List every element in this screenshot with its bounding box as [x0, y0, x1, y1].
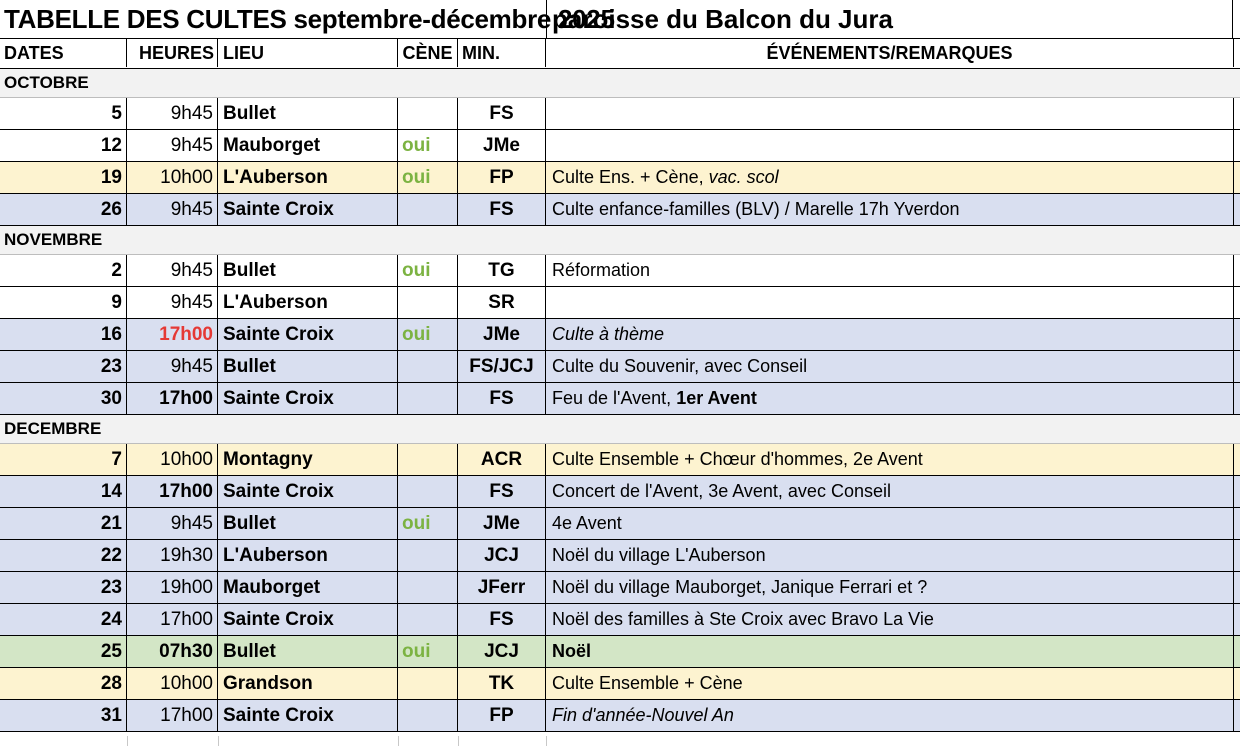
month-label: DECEMBRE — [4, 419, 102, 438]
table-row — [0, 700, 1240, 732]
event-cell[interactable] — [546, 700, 1234, 731]
cene-cell[interactable]: oui — [398, 508, 458, 539]
event-cell[interactable] — [546, 287, 1234, 318]
time-value: 17h00 — [160, 609, 213, 630]
parish-title: paroisse du Balcon du Jura — [552, 4, 893, 34]
date-cell[interactable]: 21 — [0, 508, 127, 539]
place-cell[interactable]: Sainte Croix — [218, 604, 398, 635]
cene-cell[interactable] — [398, 444, 458, 475]
event-text: Culte enfance-familles (BLV) / Marelle 17h Yverdon — [552, 199, 960, 219]
minister-cell[interactable]: FS — [458, 194, 546, 225]
date-cell[interactable]: 24 — [0, 604, 127, 635]
time-value: 9h45 — [170, 135, 213, 156]
event-text: Réformation — [552, 260, 651, 280]
event-cell[interactable] — [546, 194, 1234, 225]
place-cell[interactable]: Bullet — [218, 508, 398, 539]
time-cell[interactable] — [127, 194, 218, 225]
table-row — [0, 287, 1240, 319]
date-cell[interactable]: 25 — [0, 636, 127, 667]
event-cell[interactable] — [546, 162, 1234, 193]
cene-cell[interactable] — [398, 287, 458, 318]
place-cell[interactable]: Grandson — [218, 668, 398, 699]
minister-cell[interactable]: JMe — [458, 508, 546, 539]
event-text: Feu de l'Avent, — [552, 388, 677, 408]
date-cell[interactable]: 9 — [0, 287, 127, 318]
cene-cell[interactable] — [398, 700, 458, 731]
table-row — [0, 604, 1240, 636]
event-cell[interactable] — [546, 130, 1234, 161]
minister-cell[interactable]: JMe — [458, 319, 546, 350]
time-cell[interactable] — [127, 287, 218, 318]
place-cell[interactable]: Mauborget — [218, 572, 398, 603]
place-cell[interactable]: Sainte Croix — [218, 700, 398, 731]
time-cell[interactable] — [127, 636, 218, 667]
table-row — [0, 636, 1240, 668]
minister-cell[interactable]: JMe — [458, 130, 546, 161]
minister-cell[interactable]: FP — [458, 700, 546, 731]
column-header-row — [0, 38, 1240, 69]
place-cell[interactable]: Bullet — [218, 351, 398, 382]
time-cell[interactable] — [127, 98, 218, 129]
month-label: NOVEMBRE — [4, 230, 103, 249]
header-min[interactable]: MIN. — [458, 39, 546, 67]
time-value: 10h00 — [160, 167, 213, 188]
table-row — [0, 130, 1240, 162]
table-row — [0, 383, 1240, 415]
time-cell[interactable] — [127, 668, 218, 699]
cene-cell[interactable] — [398, 604, 458, 635]
event-cell[interactable] — [546, 508, 1234, 539]
cene-cell[interactable] — [398, 668, 458, 699]
time-value: 9h45 — [170, 356, 213, 377]
month-section-row — [0, 226, 1240, 255]
gridline — [458, 736, 459, 746]
place-cell[interactable]: Bullet — [218, 636, 398, 667]
time-value: 9h45 — [170, 103, 213, 124]
date-cell[interactable]: 12 — [0, 130, 127, 161]
minister-cell[interactable]: TK — [458, 668, 546, 699]
event-cell[interactable] — [546, 351, 1234, 382]
event-cell[interactable] — [546, 319, 1234, 350]
minister-cell[interactable]: JFerr — [458, 572, 546, 603]
event-text: Noël du village Mauborget, Janique Ferrari et ? — [552, 577, 928, 597]
event-text: Concert de l'Avent, 3e Avent, avec Conseil — [552, 481, 891, 501]
date-cell[interactable]: 14 — [0, 476, 127, 507]
event-cell[interactable] — [546, 636, 1234, 667]
event-text: 4e Avent — [552, 513, 622, 533]
time-cell[interactable] — [127, 162, 218, 193]
date-cell[interactable]: 23 — [0, 351, 127, 382]
title-row — [0, 0, 1240, 38]
event-text-italic: vac. scol — [708, 167, 779, 187]
header-heures[interactable]: HEURES — [127, 39, 218, 67]
minister-cell[interactable]: TG — [458, 255, 546, 286]
cene-cell[interactable] — [398, 98, 458, 129]
place-cell[interactable]: Sainte Croix — [218, 194, 398, 225]
place-cell[interactable]: L'Auberson — [218, 162, 398, 193]
date-cell[interactable]: 31 — [0, 700, 127, 731]
gridline — [546, 736, 547, 746]
cene-cell[interactable]: oui — [398, 636, 458, 667]
table-row — [0, 444, 1240, 476]
table-row — [0, 255, 1240, 287]
cene-cell[interactable] — [398, 351, 458, 382]
event-text: Culte Ensemble + Chœur d'hommes, 2e Avent — [552, 449, 923, 469]
event-cell[interactable] — [546, 383, 1234, 414]
gridline — [398, 736, 399, 746]
table-title: TABELLE DES CULTES septembre-décembre 2025 — [4, 4, 615, 34]
table-row — [0, 508, 1240, 540]
time-cell[interactable] — [127, 351, 218, 382]
date-cell[interactable]: 22 — [0, 540, 127, 571]
place-cell[interactable]: Montagny — [218, 444, 398, 475]
time-cell[interactable] — [127, 476, 218, 507]
cene-cell[interactable]: oui — [398, 162, 458, 193]
table-row — [0, 668, 1240, 700]
place-cell[interactable]: Sainte Croix — [218, 476, 398, 507]
event-cell[interactable] — [546, 444, 1234, 475]
event-cell[interactable] — [546, 255, 1234, 286]
time-value: 17h00 — [159, 324, 213, 345]
table-row — [0, 319, 1240, 351]
title-divider — [546, 0, 547, 38]
minister-cell[interactable]: SR — [458, 287, 546, 318]
time-cell[interactable] — [127, 255, 218, 286]
date-cell[interactable]: 23 — [0, 572, 127, 603]
event-text-bold: Noël — [552, 641, 592, 661]
minister-cell[interactable]: FS — [458, 383, 546, 414]
minister-cell[interactable]: ACR — [458, 444, 546, 475]
header-dates[interactable]: DATES — [0, 39, 127, 67]
date-cell[interactable]: 26 — [0, 194, 127, 225]
minister-cell[interactable]: FS — [458, 604, 546, 635]
cene-cell[interactable] — [398, 476, 458, 507]
time-value: 9h45 — [170, 513, 213, 534]
time-value: 17h00 — [159, 388, 213, 409]
event-text: Culte Ensemble + Cène — [552, 673, 743, 693]
time-value: 9h45 — [170, 260, 213, 281]
cene-cell[interactable]: oui — [398, 319, 458, 350]
time-value: 10h00 — [160, 449, 213, 470]
gridline — [218, 736, 219, 746]
gridline — [127, 736, 128, 746]
next-empty-row — [0, 736, 1240, 746]
event-cell[interactable] — [546, 98, 1234, 129]
event-text-bold: 1er Avent — [676, 388, 757, 408]
minister-cell[interactable]: FS — [458, 476, 546, 507]
time-value: 07h30 — [159, 641, 213, 662]
event-cell[interactable] — [546, 540, 1234, 571]
table-row — [0, 476, 1240, 508]
time-value: 19h30 — [160, 545, 213, 566]
header-cene[interactable]: CÈNE — [398, 39, 458, 67]
time-cell[interactable] — [127, 319, 218, 350]
table-row — [0, 162, 1240, 194]
event-text: Noël des familles à Ste Croix avec Bravo La Vie — [552, 609, 934, 629]
header-events[interactable]: ÉVÉNEMENTS/REMARQUES — [546, 39, 1234, 67]
time-value: 9h45 — [170, 199, 213, 220]
minister-cell[interactable]: FP — [458, 162, 546, 193]
month-section-row — [0, 69, 1240, 98]
time-cell[interactable] — [127, 383, 218, 414]
table-row — [0, 540, 1240, 572]
table-row — [0, 351, 1240, 383]
event-cell[interactable] — [546, 572, 1234, 603]
place-cell[interactable]: Sainte Croix — [218, 319, 398, 350]
time-cell[interactable] — [127, 700, 218, 731]
table-row — [0, 572, 1240, 604]
time-cell[interactable] — [127, 572, 218, 603]
place-cell[interactable]: Mauborget — [218, 130, 398, 161]
time-cell[interactable] — [127, 444, 218, 475]
time-cell[interactable] — [127, 540, 218, 571]
cene-cell[interactable]: oui — [398, 130, 458, 161]
minister-cell[interactable]: FS/JCJ — [458, 351, 546, 382]
event-cell[interactable] — [546, 668, 1234, 699]
cene-cell[interactable] — [398, 194, 458, 225]
cene-cell[interactable]: oui — [398, 255, 458, 286]
event-text-italic: Fin d'année-Nouvel An — [552, 705, 734, 725]
event-cell[interactable] — [546, 604, 1234, 635]
time-value: 19h00 — [160, 577, 213, 598]
event-text: Culte Ens. + Cène, — [552, 167, 709, 187]
date-cell[interactable]: 7 — [0, 444, 127, 475]
time-cell[interactable] — [127, 508, 218, 539]
minister-cell[interactable]: JCJ — [458, 636, 546, 667]
place-cell[interactable]: L'Auberson — [218, 287, 398, 318]
time-value: 10h00 — [160, 673, 213, 694]
time-cell[interactable] — [127, 604, 218, 635]
table-row — [0, 98, 1240, 130]
event-text-italic: Culte à thème — [552, 324, 665, 344]
place-cell[interactable]: Bullet — [218, 255, 398, 286]
date-cell[interactable]: 2 — [0, 255, 127, 286]
minister-cell[interactable]: JCJ — [458, 540, 546, 571]
place-cell[interactable]: Sainte Croix — [218, 383, 398, 414]
date-cell[interactable]: 5 — [0, 98, 127, 129]
minister-cell[interactable]: FS — [458, 98, 546, 129]
date-cell[interactable]: 28 — [0, 668, 127, 699]
table-row — [0, 194, 1240, 226]
place-cell[interactable]: L'Auberson — [218, 540, 398, 571]
time-value: 9h45 — [170, 292, 213, 313]
title-edge — [1232, 0, 1233, 38]
event-cell[interactable] — [546, 476, 1234, 507]
month-label: OCTOBRE — [4, 73, 89, 92]
cene-cell[interactable] — [398, 383, 458, 414]
time-value: 17h00 — [159, 481, 213, 502]
time-cell[interactable] — [127, 130, 218, 161]
cene-cell[interactable] — [398, 572, 458, 603]
cene-cell[interactable] — [398, 540, 458, 571]
date-cell[interactable]: 16 — [0, 319, 127, 350]
header-lieu[interactable]: LIEU — [218, 39, 398, 67]
event-text: Noël du village L'Auberson — [552, 545, 766, 565]
date-cell[interactable]: 19 — [0, 162, 127, 193]
time-value: 17h00 — [160, 705, 213, 726]
month-section-row — [0, 415, 1240, 444]
date-cell[interactable]: 30 — [0, 383, 127, 414]
event-text: Culte du Souvenir, avec Conseil — [552, 356, 808, 376]
place-cell[interactable]: Bullet — [218, 98, 398, 129]
